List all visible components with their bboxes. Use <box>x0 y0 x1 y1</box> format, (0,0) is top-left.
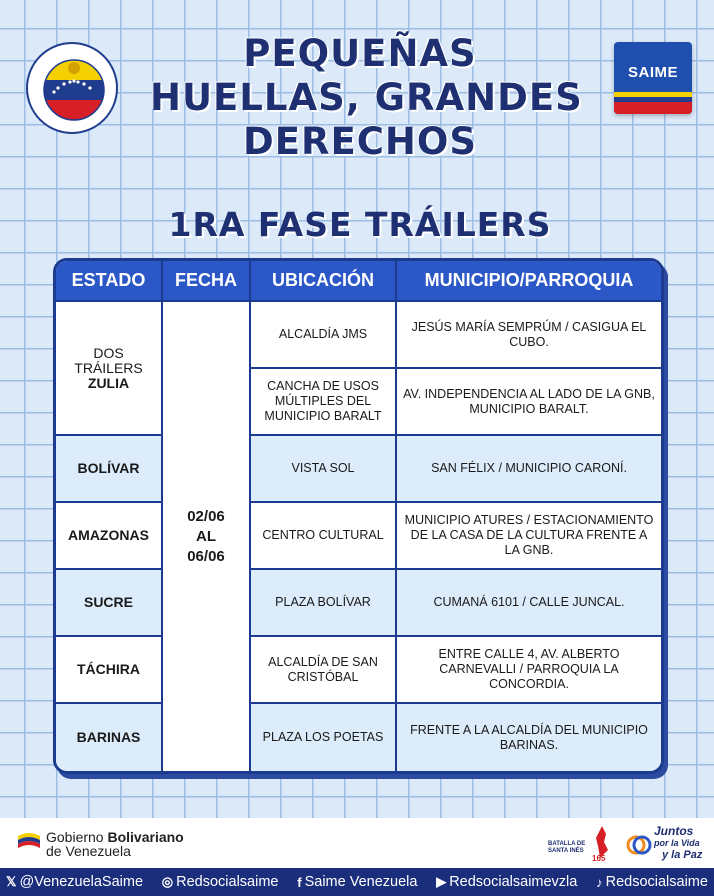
social-media-bar <box>0 868 714 896</box>
header-ubicacion: UBICACIÓN <box>250 261 396 301</box>
ubicacion-cell: ALCALDÍA JMS <box>250 301 396 368</box>
municipio-cell: CUMANÁ 6101 / CALLE JUNCAL. <box>396 569 661 636</box>
estado-cell: TÁCHIRA <box>56 636 162 703</box>
social-facebook[interactable] <box>297 874 417 890</box>
instagram-icon: ◎ <box>161 874 174 889</box>
flag-stripe-red <box>614 102 692 114</box>
schedule-table <box>53 258 664 774</box>
table-header-row <box>56 261 661 301</box>
table-row <box>56 502 661 569</box>
estado-cell-zulia <box>56 301 162 435</box>
venezuela-flag-icon <box>16 828 42 854</box>
saime-logo <box>614 42 692 114</box>
fecha-cell <box>162 301 250 771</box>
social-handle: Saime Venezuela <box>304 874 418 890</box>
municipio-cell: SAN FÉLIX / MUNICIPIO CARONÍ. <box>396 435 661 502</box>
table-row <box>56 636 661 703</box>
gobierno-bolivariano-logo <box>46 830 184 858</box>
juntos-line-1: Juntos <box>654 824 694 838</box>
social-handle: @VenezuelaSaime <box>19 874 144 890</box>
social-handle: Redsocialsaime <box>176 874 279 890</box>
saime-label: SAIME <box>627 64 678 81</box>
social-x[interactable] <box>6 874 143 890</box>
dove-hands-icon <box>626 832 652 858</box>
gov-line-1-bold: Bolivariano <box>107 829 184 845</box>
estado-cell: SUCRE <box>56 569 162 636</box>
batalla-line-1: BATALLA DE <box>548 841 586 847</box>
estado-cell: AMAZONAS <box>56 502 162 569</box>
municipio-cell: JESÚS MARÍA SEMPRÚM / CASIGUA EL CUBO. <box>396 301 661 368</box>
municipio-cell: MUNICIPIO ATURES / ESTACIONAMIENTO DE LA CASA DE LA CULTURA FRENTE A LA GNB. <box>396 502 661 569</box>
zulia-line-2: TRÁILERS <box>74 359 143 376</box>
ubicacion-cell: PLAZA BOLÍVAR <box>250 569 396 636</box>
youtube-icon: ▶ <box>436 874 447 889</box>
fecha-line-3: 06/06 <box>187 547 225 565</box>
social-youtube[interactable] <box>436 874 577 890</box>
estado-cell: BOLÍVAR <box>56 435 162 502</box>
subtitle: 1RA FASE TRÁILERS <box>168 205 552 244</box>
social-instagram[interactable] <box>162 874 279 890</box>
title-line-3: DERECHOS <box>243 120 477 163</box>
gov-line-2: de Venezuela <box>46 843 131 859</box>
header-estado: ESTADO <box>56 261 162 301</box>
social-tiktok[interactable] <box>596 874 708 890</box>
table-row <box>56 703 661 771</box>
juntos-line-3: y la Paz <box>662 849 703 861</box>
batalla-line-3: 165 <box>592 854 606 863</box>
title-line-1: PEQUEÑAS <box>243 32 477 75</box>
ubicacion-cell: VISTA SOL <box>250 435 396 502</box>
batalla-santa-ines-logo <box>548 824 618 864</box>
header-fecha: FECHA <box>162 261 250 301</box>
municipio-cell: AV. INDEPENDENCIA AL LADO DE LA GNB, MUNICIPIO BARALT. <box>396 368 661 435</box>
social-handle: Redsocialsaime <box>605 874 708 890</box>
fecha-line-1: 02/06 <box>187 507 225 525</box>
title-line-2: HUELLAS, GRANDES <box>150 76 583 119</box>
tiktok-icon: ♪ <box>596 874 603 890</box>
juntos-line-2: por la Vida <box>654 838 700 848</box>
ubicacion-cell: ALCALDÍA DE SAN CRISTÓBAL <box>250 636 396 703</box>
municipio-cell: ENTRE CALLE 4, AV. ALBERTO CARNEVALLI / PARROQUIA LA CONCORDIA. <box>396 636 661 703</box>
facebook-icon: f <box>297 874 302 890</box>
estado-cell: BARINAS <box>56 703 162 771</box>
ubicacion-cell: PLAZA LOS POETAS <box>250 703 396 771</box>
ministry-seal-logo <box>26 42 118 134</box>
zulia-line-1: DOS <box>93 344 124 361</box>
main-title <box>150 32 583 164</box>
table-row <box>56 569 661 636</box>
juntos-por-la-vida-logo <box>626 824 706 864</box>
table-row <box>56 301 661 368</box>
social-handle: Redsocialsaimevzla <box>449 874 578 890</box>
fecha-line-2: AL <box>196 527 216 545</box>
x-icon: 𝕏 <box>6 874 17 889</box>
table-row <box>56 435 661 502</box>
ubicacion-cell: CENTRO CULTURAL <box>250 502 396 569</box>
zulia-line-3: ZULIA <box>87 374 130 391</box>
municipio-cell: FRENTE A LA ALCALDÍA DEL MUNICIPIO BARINAS. <box>396 703 661 771</box>
ubicacion-cell: CANCHA DE USOS MÚLTIPLES DEL MUNICIPIO BARALT <box>250 368 396 435</box>
header-municipio: MUNICIPIO/PARROQUIA <box>396 261 661 301</box>
batalla-line-2: SANTA INÉS <box>548 848 584 854</box>
gov-line-1: Gobierno <box>46 829 108 845</box>
